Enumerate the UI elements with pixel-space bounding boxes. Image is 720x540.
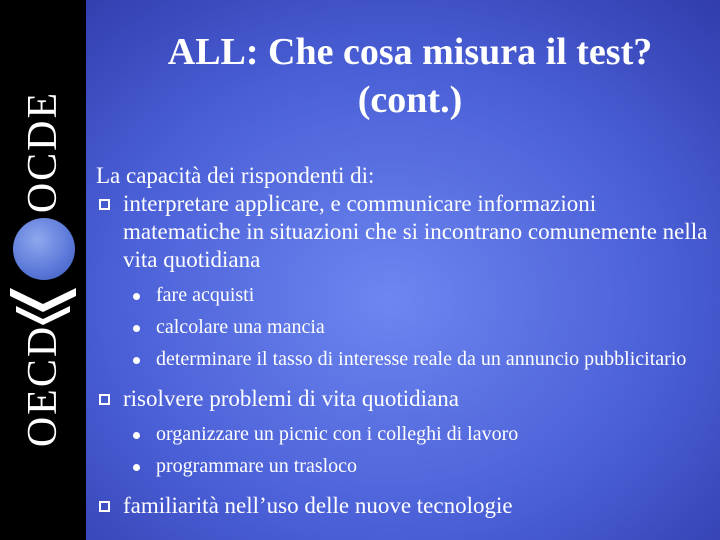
square-bullet-icon <box>99 501 110 512</box>
sub-bullet-item <box>156 283 711 308</box>
sub-bullet-text: fare acquisti <box>156 284 255 306</box>
sub-bullet-text: organizzare un picnic con i colleghi di lavoro <box>156 423 519 445</box>
intro-text: La capacità dei rispondenti di: <box>96 163 375 188</box>
sub-bullet-item <box>156 422 711 447</box>
bullet-text: interpretare applicare, e communicare informazioni matematiche in situazioni che si incontrano comunemente nella vita quotidiana <box>123 191 708 272</box>
square-bullet-icon <box>99 199 110 210</box>
bullet-text: familiarità nell’uso delle nuove tecnologie <box>123 493 513 518</box>
sub-bullet-text: calcolare una mancia <box>156 316 325 338</box>
round-bullet-icon <box>133 464 140 471</box>
round-bullet-icon <box>133 293 140 300</box>
sub-bullet-list <box>96 422 711 479</box>
logo-text-oecd: OECD <box>20 324 66 448</box>
sub-bullet-list <box>96 283 711 372</box>
sub-bullet-item <box>156 347 711 372</box>
bullet-text: risolvere problemi di vita quotidiana <box>123 386 459 411</box>
sub-bullet-text: determinare il tasso di interesse reale da un annuncio pubblicitario <box>156 348 687 370</box>
sub-bullet-text: programmare un trasloco <box>156 455 358 477</box>
slide-title-line-1: ALL: Che cosa misura il test? <box>167 31 653 73</box>
slide-title <box>120 28 700 124</box>
sub-bullet-item <box>156 315 711 340</box>
slide-title-line-2: (cont.) <box>357 79 463 121</box>
sub-bullet-item <box>156 454 711 479</box>
round-bullet-icon <box>133 325 140 332</box>
logo-circle-icon <box>13 218 75 280</box>
oecd-logo-bar <box>0 0 86 540</box>
round-bullet-icon <box>133 357 140 364</box>
slide-body <box>96 162 711 520</box>
square-bullet-icon <box>99 394 110 405</box>
logo-chevron-icon <box>6 282 80 326</box>
bullet-item <box>96 492 711 520</box>
round-bullet-icon <box>133 432 140 439</box>
bullet-item <box>96 385 711 413</box>
logo-text-ocde: OCDE <box>20 90 66 214</box>
bullet-item <box>96 190 711 274</box>
